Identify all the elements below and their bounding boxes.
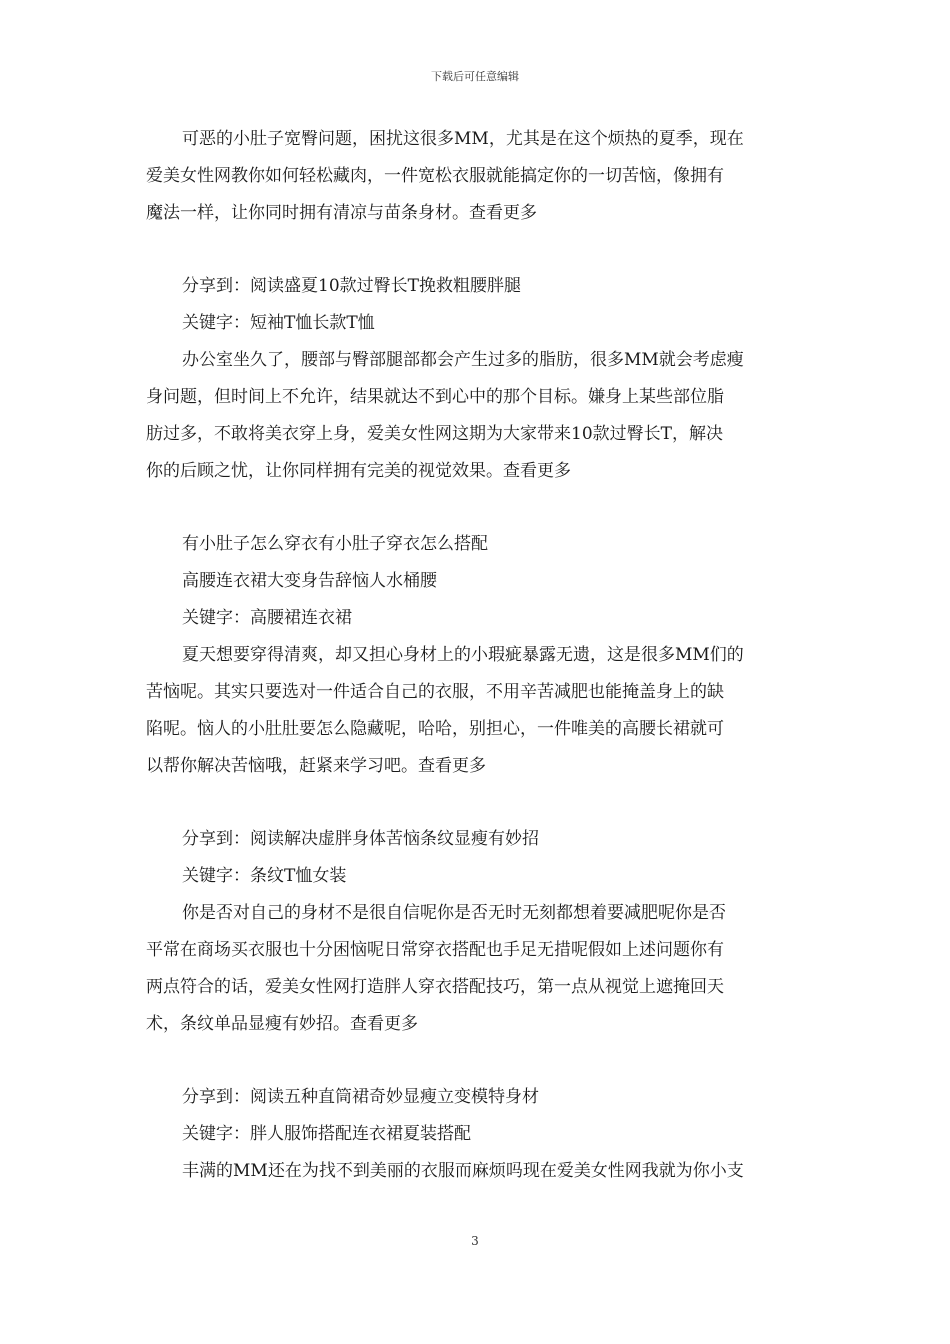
share-line: 分享到：阅读解决虚胖身体苦恼条纹显瘦有妙招: [182, 829, 539, 849]
share-line: 分享到：阅读盛夏10款过臀长T挽救粗腰胖腿: [182, 276, 521, 296]
page-header: 下载后可任意编辑: [431, 70, 519, 83]
text-line: 魔法一样，让你同时拥有清凉与苗条身材。查看更多: [146, 203, 537, 223]
text-line: 你是否对自己的身材不是很自信呢你是否无时无刻都想着要减肥呢你是否: [182, 903, 726, 923]
text-line: 平常在商场买衣服也十分困恼呢日常穿衣搭配也手足无措呢假如上述问题你有: [146, 940, 724, 960]
text-line: 术，条纹单品显瘦有妙招。查看更多: [146, 1014, 418, 1034]
text-line: 可恶的小肚子宽臀问题，困扰这很多MM，尤其是在这个烦热的夏季，现在: [182, 129, 744, 149]
text-line: 你的后顾之忧，让你同样拥有完美的视觉效果。查看更多: [146, 461, 571, 481]
article-block-dress: [146, 526, 812, 785]
heading-line: 有小肚子怎么穿衣有小肚子穿衣怎么搭配: [182, 534, 488, 554]
text-line: 以帮你解决苦恼哦，赶紧来学习吧。查看更多: [146, 756, 486, 776]
keywords-line: 关键字：高腰裙连衣裙: [182, 608, 352, 628]
paragraph-intro: [146, 121, 812, 232]
page-number: 3: [471, 1234, 479, 1248]
keywords-line: 关键字：短袖T恤长款T恤: [182, 313, 375, 333]
article-block-stripes: [146, 821, 812, 1043]
article-block-tshirt: [146, 268, 812, 490]
text-line: 夏天想要穿得清爽，却又担心身材上的小瑕疵暴露无遗，这是很多MM们的: [182, 645, 744, 665]
heading-line: 高腰连衣裙大变身告辞恼人水桶腰: [182, 571, 437, 591]
keywords-line: 关键字：胖人服饰搭配连衣裙夏装搭配: [182, 1124, 471, 1144]
text-line: 身问题，但时间上不允许，结果就达不到心中的那个目标。嫌身上某些部位脂: [146, 387, 724, 407]
share-line: 分享到：阅读五种直筒裙奇妙显瘦立变模特身材: [182, 1087, 539, 1107]
article-block-skirt: [146, 1079, 812, 1190]
text-line: 陷呢。恼人的小肚肚要怎么隐藏呢，哈哈，别担心，一件唯美的高腰长裙就可: [146, 719, 724, 739]
document-body: [146, 121, 812, 1190]
text-line: 苦恼呢。其实只要选对一件适合自己的衣服，不用辛苦减肥也能掩盖身上的缺: [146, 682, 724, 702]
text-line: 办公室坐久了，腰部与臀部腿部都会产生过多的脂肪，很多MM就会考虑瘦: [182, 350, 744, 370]
text-line: 丰满的MM还在为找不到美丽的衣服而麻烦吗现在爱美女性网我就为你小支: [182, 1161, 744, 1181]
text-line: 两点符合的话，爱美女性网打造胖人穿衣搭配技巧，第一点从视觉上遮掩回天: [146, 977, 724, 997]
text-line: 爱美女性网教你如何轻松藏肉，一件宽松衣服就能搞定你的一切苦恼，像拥有: [146, 166, 724, 186]
keywords-line: 关键字：条纹T恤女装: [182, 866, 347, 886]
text-line: 肪过多，不敢将美衣穿上身，爱美女性网这期为大家带来10款过臀长T，解决: [146, 424, 723, 444]
